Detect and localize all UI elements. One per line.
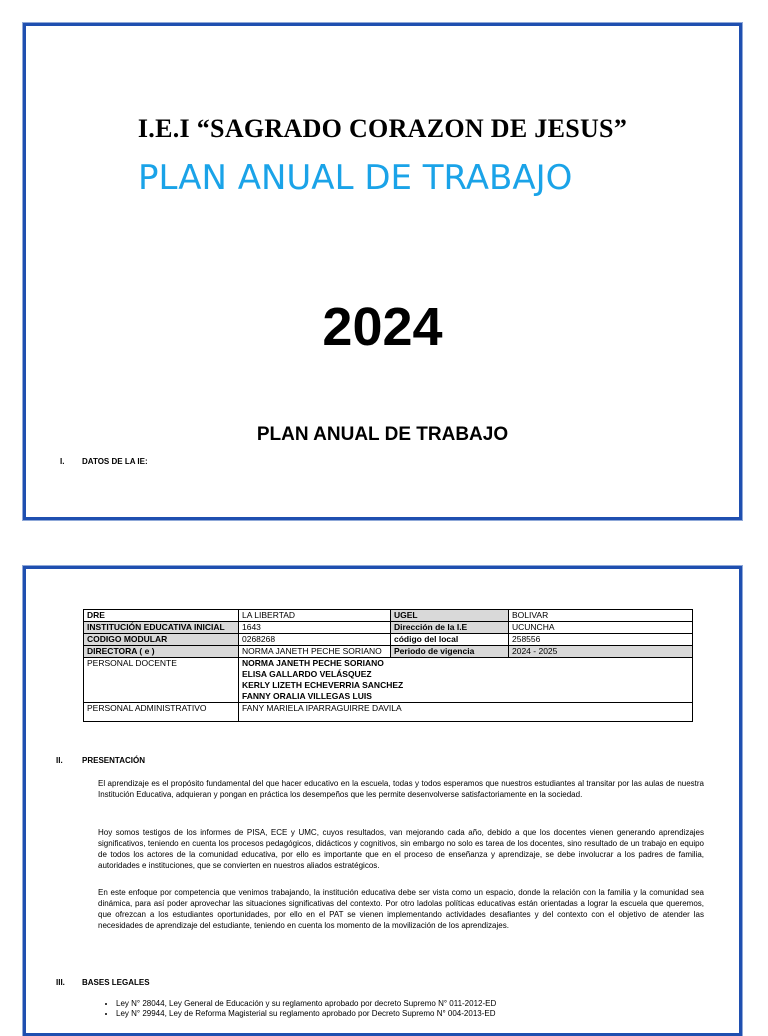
plan-year: 2024 [322, 297, 443, 357]
table-cell: PERSONAL ADMINISTRATIVO [84, 703, 239, 722]
table-row [84, 658, 693, 703]
docente-name: ELISA GALLARDO VELÁSQUEZ [242, 669, 372, 679]
table-cell: INSTITUCIÓN EDUCATIVA INICIAL [84, 622, 239, 634]
docente-name: KERLY LIZETH ECHEVERRIA SANCHEZ [242, 680, 404, 690]
table-cell: 1643 [239, 622, 391, 634]
datos-table [83, 609, 693, 722]
section-label: BASES LEGALES [82, 978, 150, 987]
table-cell: 2024 - 2025 [509, 646, 693, 658]
plan-subtitle: PLAN ANUAL DE TRABAJO [256, 424, 509, 445]
section-label: DATOS DE LA IE: [82, 457, 148, 466]
list-item: • Ley N° 28044, Ley General de Educación y su reglamento aprobado por decreto Supremo N° 011-2012-ED [116, 999, 496, 1009]
table-cell: DIRECTORA ( e ) [84, 646, 239, 658]
table-row [84, 622, 693, 634]
table-cell: UCUNCHA [509, 622, 693, 634]
table-cell: LA LIBERTAD [239, 610, 391, 622]
cover-page [23, 23, 742, 520]
table-cell: FANY MARIELA IPARRAGUIRRE DAVILA [239, 703, 693, 722]
table-cell: BOLIVAR [509, 610, 693, 622]
content-page [23, 566, 742, 1036]
table-cell: CODIGO MODULAR [84, 634, 239, 646]
table-row [84, 610, 693, 622]
paragraph: En este enfoque por competencia que venimos trabajando, la institución educativa debe ser vista como un espacio, donde la relación con la familia y la comunidad sea dinámica, para así poder aprovechar las situaciones significativas del contexto. Por otro ladolas políticas educativas están orientadas a lograr la escuela que queremos, que ofrezcan a los estudiantes oportunidades, por ello en el PAT se vienen implementando actividades desafiantes y del contexto con el objetivo de atender las necesidades de aprendizaje del estudiante, teniendo en cuenta los momento de la movilización de los aprendizajes. [98, 888, 704, 930]
table-row [84, 646, 693, 658]
paragraph: El aprendizaje es el propósito fundamental del que hacer educativo en la escuela, todas y todos esperamos que nuestros estudiantes al transitar por las aulas de nuestra Institución Educativa, adquieran y pongan en práctica los desempeños que les permite desenvolverse satisfactoriamente en la sociedad. [98, 779, 704, 799]
list-item: • Ley N° 29944, Ley de Reforma Magisterial su reglamento aprobado por Decreto Supremo N° 004-2013-ED [116, 1009, 496, 1019]
table-cell: código del local [391, 634, 509, 646]
table-cell: Dirección de la I.E [391, 622, 509, 634]
section-number: III. [56, 978, 65, 987]
section-number: II. [56, 756, 63, 765]
section-number: I. [60, 457, 65, 466]
table-cell: NORMA JANETH PECHE SORIANO [239, 646, 391, 658]
table-cell: Periodo de vigencia [391, 646, 509, 658]
section-label: PRESENTACIÓN [82, 756, 145, 765]
table-row [84, 703, 693, 722]
table-cell: 0268268 [239, 634, 391, 646]
table-cell: UGEL [391, 610, 509, 622]
school-name: I.E.I “SAGRADO CORAZON DE JESUS” [137, 114, 628, 143]
laws-list [98, 999, 496, 1019]
docente-name: NORMA JANETH PECHE SORIANO [242, 658, 384, 668]
table-cell: 258556 [509, 634, 693, 646]
table-row [84, 634, 693, 646]
table-cell: DRE [84, 610, 239, 622]
table-cell: PERSONAL DOCENTE [84, 658, 239, 703]
paragraph: Hoy somos testigos de los informes de PISA, ECE y UMC, cuyos resultados, van mejorando cada año, debido a que los docentes vienen generando aprendizajes significativos, teniendo en cuenta los procesos pedagógicos, didácticos y cognitivos, sin embargo no solo es tarea de los docentes, sino resultado de un trabajo en equipo de todos los actores de la comunidad educativa, por ello es importante que en el proceso de enseñanza y aprendizaje, se debe involucrar a los padres de familia, autoridades e instituciones, que se convierten en nuestros aliados estratégicos. [98, 828, 704, 870]
docente-name: FANNY ORALIA VILLEGAS LUIS [242, 691, 372, 701]
docentes-cell [239, 658, 693, 703]
plan-title: PLAN ANUAL DE TRABAJO [138, 158, 573, 198]
